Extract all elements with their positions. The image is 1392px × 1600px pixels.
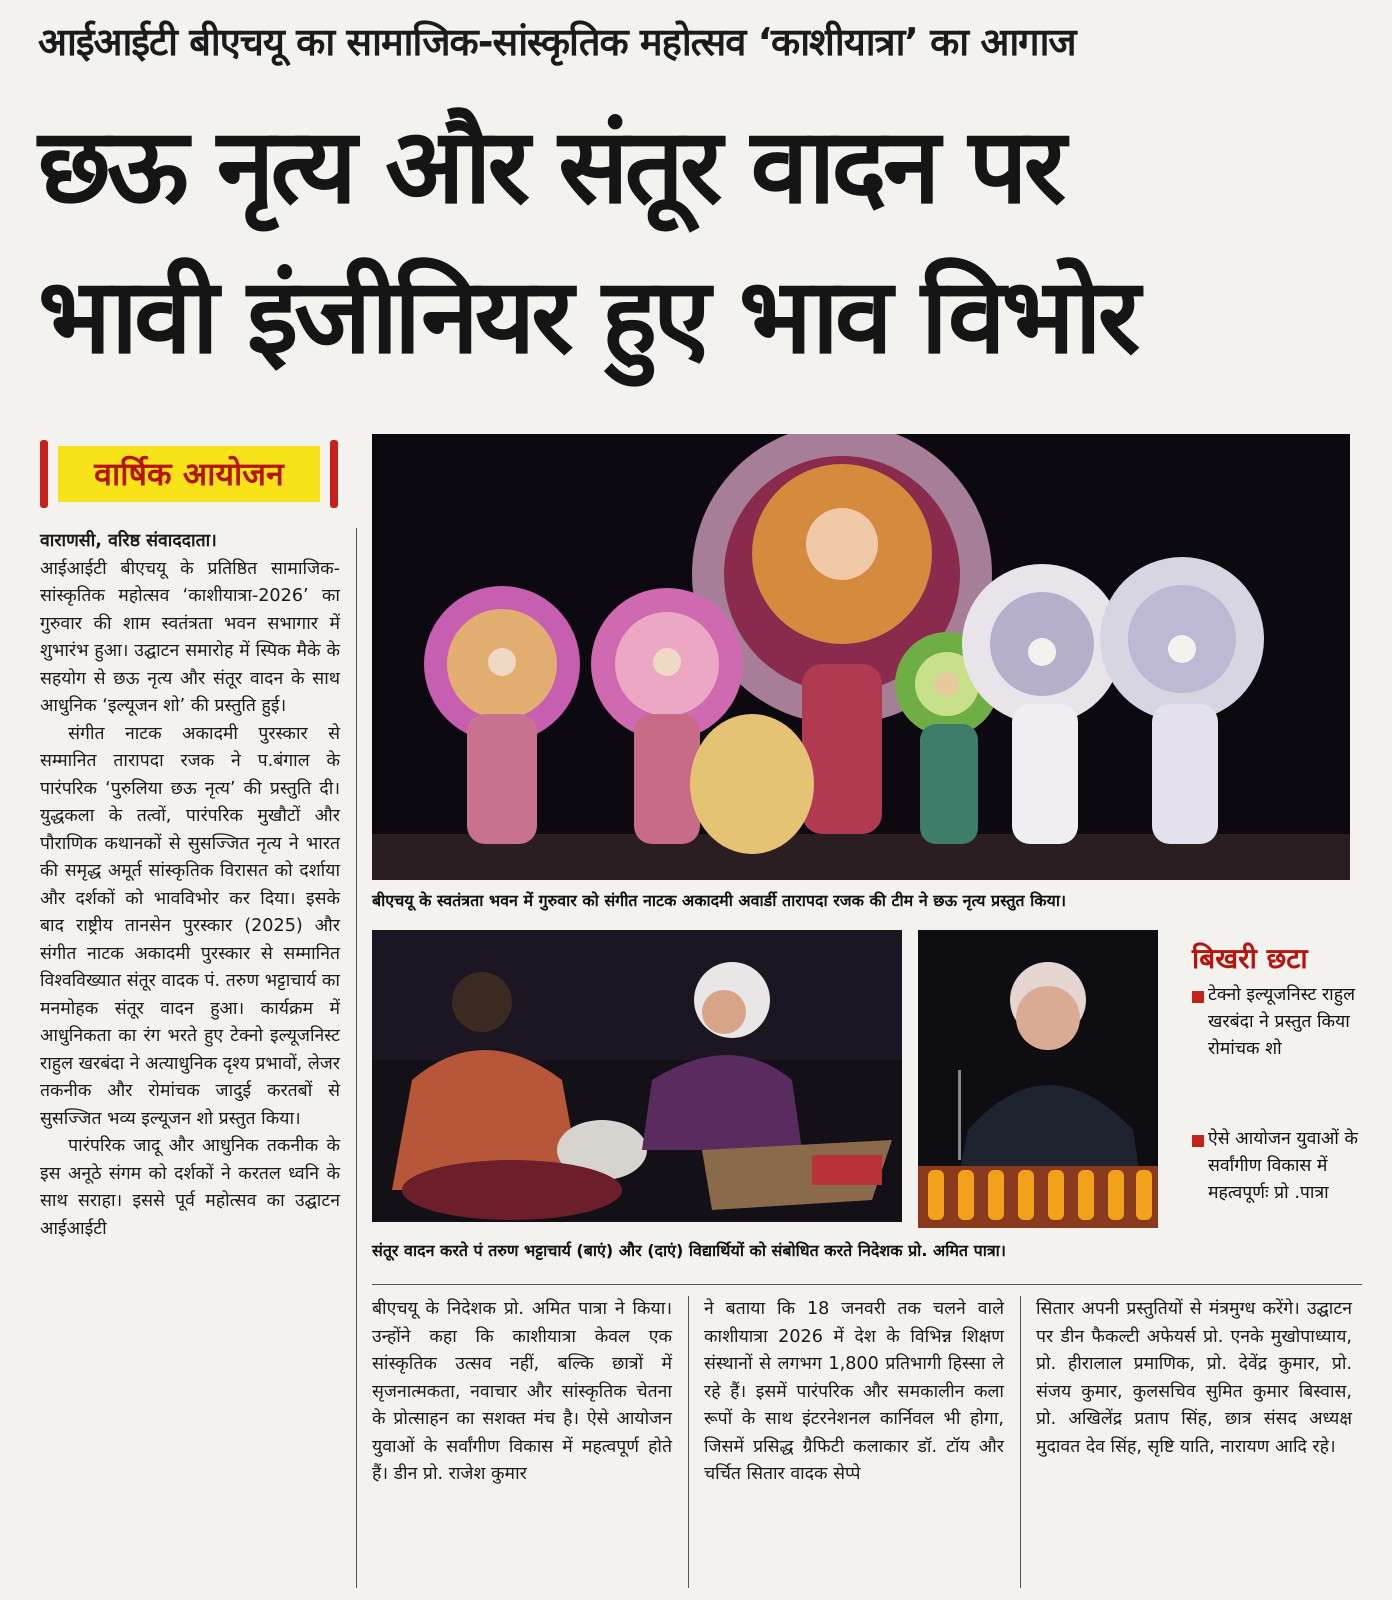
bullet-square-icon (1192, 1135, 1204, 1147)
tag-label: वार्षिक आयोजन (58, 446, 320, 502)
director-photo (918, 930, 1158, 1228)
article-paragraph-1: आईआईटी बीएचयू के प्रतिष्ठित सामाजिक-सांस्कृतिक महोत्सव ‘काशीयात्रा-2026’ का गुरुवार की शाम स्वतंत्रता भवन सभागार में शुभारंभ हुआ। उद्घाटन समारोह में स्पिक मैके के सहयोग से छऊ नृत्य और संतूर वादन के साथ आधुनिक ‘इल्यूजन शो’ की प्रस्तुति हुई। (40, 558, 340, 716)
chhau-dance-photo (372, 434, 1350, 880)
bullet-square-icon (1192, 991, 1204, 1003)
tag-left-bar (40, 440, 48, 508)
column-top-rule (372, 1284, 1362, 1285)
sidebar-title: बिखरी छटा (1192, 942, 1308, 975)
article-paragraph-3: पारंपरिक जादू और आधुनिक तकनीक के इस अनूठे संगम को दर्शकों ने करतल ध्वनि के साथ सराहा। इससे पूर्व महोत्सव का उद्घाटन आईआईटी (40, 1136, 340, 1239)
headline-line-1: छऊ नृत्य और संतूर वादन पर (38, 105, 1063, 227)
dateline: वाराणसी, वरिष्ठ संवाददाता। (40, 531, 217, 551)
column-divider (688, 1296, 689, 1588)
sidebar-item: टेक्नो इल्यूजनिस्ट राहुल खरबंदा ने प्रस्तुत किया रोमांचक शो (1192, 982, 1362, 1063)
kicker-headline: आईआईटी बीएचयू का सामाजिक-सांस्कृतिक महोत्सव ‘काशीयात्रा’ का आगाज (38, 20, 1076, 64)
tag-right-bar (330, 440, 338, 508)
santoor-photo (372, 930, 902, 1222)
article-column-4: सितार अपनी प्रस्तुतियों से मंत्रमुग्ध करेंगे। उद्घाटन पर डीन फैकल्टी अफेयर्स प्रो. एनके मुखोपाध्याय, प्रो. हीरालाल प्रमाणिक, प्रो. देवेंद्र कुमार, प्रो. संजय कुमार, कुलसचिव सुमित कुमार बिस्वास, प्रो. अखिलेंद्र प्रताप सिंह, छात्र संसद अध्यक्ष मुदावत देव सिंह, सृष्टि याति, नारायण आदि रहे। (1036, 1299, 1352, 1457)
column-divider (1020, 1296, 1021, 1588)
article-column-1 (40, 528, 340, 1243)
column-divider (356, 528, 357, 1588)
main-photo-caption: बीएचयू के स्वतंत्रता भवन में गुरुवार को संगीत नाटक अकादमी अवार्डी तारापदा रजक की टीम ने छऊ नृत्य प्रस्तुत किया। (372, 891, 1067, 910)
bottom-photo-caption: संतूर वादन करते पं तरुण भट्टाचार्य (बाएं) और (दाएं) विद्यार्थियों को संबोधित करते निदेशक प्रो. अमित पात्रा। (372, 1241, 1006, 1260)
sidebar-item: ऐसे आयोजन युवाओं के सर्वांगीण विकास में महत्वपूर्णः प्रो .पात्रा (1192, 1126, 1362, 1207)
article-paragraph-2: संगीत नाटक अकादमी पुरस्कार से सम्मानित तारापदा रजक ने प.बंगाल के पारंपरिक ‘पुरुलिया छऊ नृत्य’ की प्रस्तुति दी। युद्धकला के तत्वों, पारंपरिक मुखौटों और पौराणिक कथानकों से सुसज्जित नृत्य ने भारत की समृद्ध अमूर्त सांस्कृतिक विरासत को दर्शाया और दर्शकों को भावविभोर कर दिया। इसके बाद राष्ट्रीय तानसेन पुरस्कार (2025) और संगीत नाटक अकादमी पुरस्कार से सम्मानित विश्वविख्यात संतूर वादक पं. तरुण भट्टाचार्य का मनमोहक संतूर वादन हुआ। कार्यक्रम में आधुनिकता का रंग भरते हुए टेक्नो इल्यूजनिस्ट राहुल खरबंदा ने अत्याधुनिक दृश्य प्रभावों, लेजर तकनीक और रोमांचक जादुई करतबों से सुसज्जित भव्य इल्यूजन शो प्रस्तुत किया। (40, 723, 340, 1129)
article-column-3: ने बताया कि 18 जनवरी तक चलने वाले काशीयात्रा 2026 में देश के विभिन्न शिक्षण संस्थानों से लगभग 1,800 प्रतिभागी हिस्सा ले रहे हैं। इसमें पारंपरिक और समकालीन कला रूपों के साथ इंटरनेशनल कार्निवल भी होगा, जिसमें प्रसिद्ध ग्रैफिटी कलाकार डॉ. टॉय और चर्चित सितार वादक सेप्पे (704, 1299, 1004, 1484)
section-tag (40, 440, 340, 508)
headline-line-2: भावी इंजीनियर हुए भाव विभोर (38, 255, 1137, 377)
article-column-2: बीएचयू के निदेशक प्रो. अमित पात्रा ने किया। उन्होंने कहा कि काशीयात्रा केवल एक सांस्कृतिक उत्सव नहीं, बल्कि छात्रों में सृजनात्मकता, नवाचार और सांस्कृतिक चेतना के प्रोत्साहन का सशक्त मंच है। ऐसे आयोजन युवाओं के सर्वांगीण विकास में महत्वपूर्ण होते हैं। डीन प्रो. राजेश कुमार (372, 1299, 672, 1484)
